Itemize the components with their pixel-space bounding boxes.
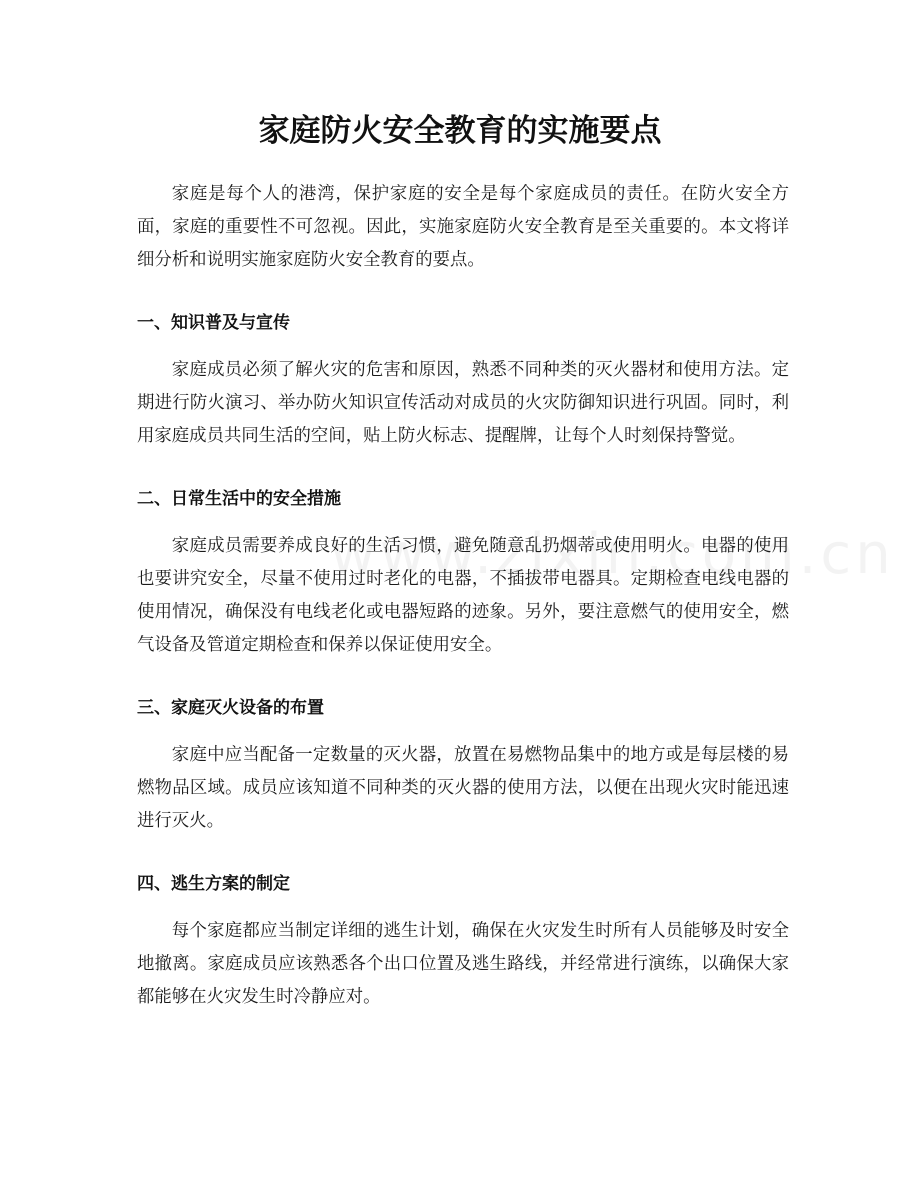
section-heading-3: 三、家庭灭火设备的布置 — [137, 698, 324, 718]
section-paragraph-4: 每个家庭都应当制定详细的逃生计划，确保在火灾发生时所有人员能够及时安全地撤离。家庭成员应该熟悉各个出口位置及逃生路线，并经常进行演练，以确保大家都能够在火灾发生时冷静应对。 — [137, 921, 789, 1007]
section-heading-2: 二、日常生活中的安全措施 — [137, 489, 341, 509]
intro-paragraph: 家庭是每个人的港湾，保护家庭的安全是每个家庭成员的责任。在防火安全方面，家庭的重要性不可忽视。因此，实施家庭防火安全教育是至关重要的。本文将详细分析和说明实施家庭防火安全教育的要点。 — [137, 184, 789, 270]
section-paragraph-2: 家庭成员需要养成良好的生活习惯，避免随意乱扔烟蒂或使用明火。电器的使用也要讲究安全，尽量不使用过时老化的电器，不插拔带电器具。定期检查电线电器的使用情况，确保没有电线老化或电器短路的迹象。另外，要注意燃气的使用安全，燃气设备及管道定期检查和保养以保证使用安全。 — [137, 536, 789, 655]
section-paragraph-3: 家庭中应当配备一定数量的灭火器，放置在易燃物品集中的地方或是每层楼的易燃物品区域。成员应该知道不同种类的灭火器的使用方法，以便在出现火灾时能迅速进行灭火。 — [137, 745, 789, 831]
section-paragraph-1: 家庭成员必须了解火灾的危害和原因，熟悉不同种类的灭火器材和使用方法。定期进行防火演习、举办防火知识宣传活动对成员的火灾防御知识进行巩固。同时，利用家庭成员共同生活的空间，贴上防火标志、提醒牌，让每个人时刻保持警觉。 — [137, 360, 789, 446]
document-body — [137, 178, 789, 1014]
page-title: 家庭防火安全教育的实施要点 — [258, 113, 662, 149]
section-heading-1: 一、知识普及与宣传 — [137, 313, 290, 333]
section-heading-4: 四、逃生方案的制定 — [137, 874, 290, 894]
